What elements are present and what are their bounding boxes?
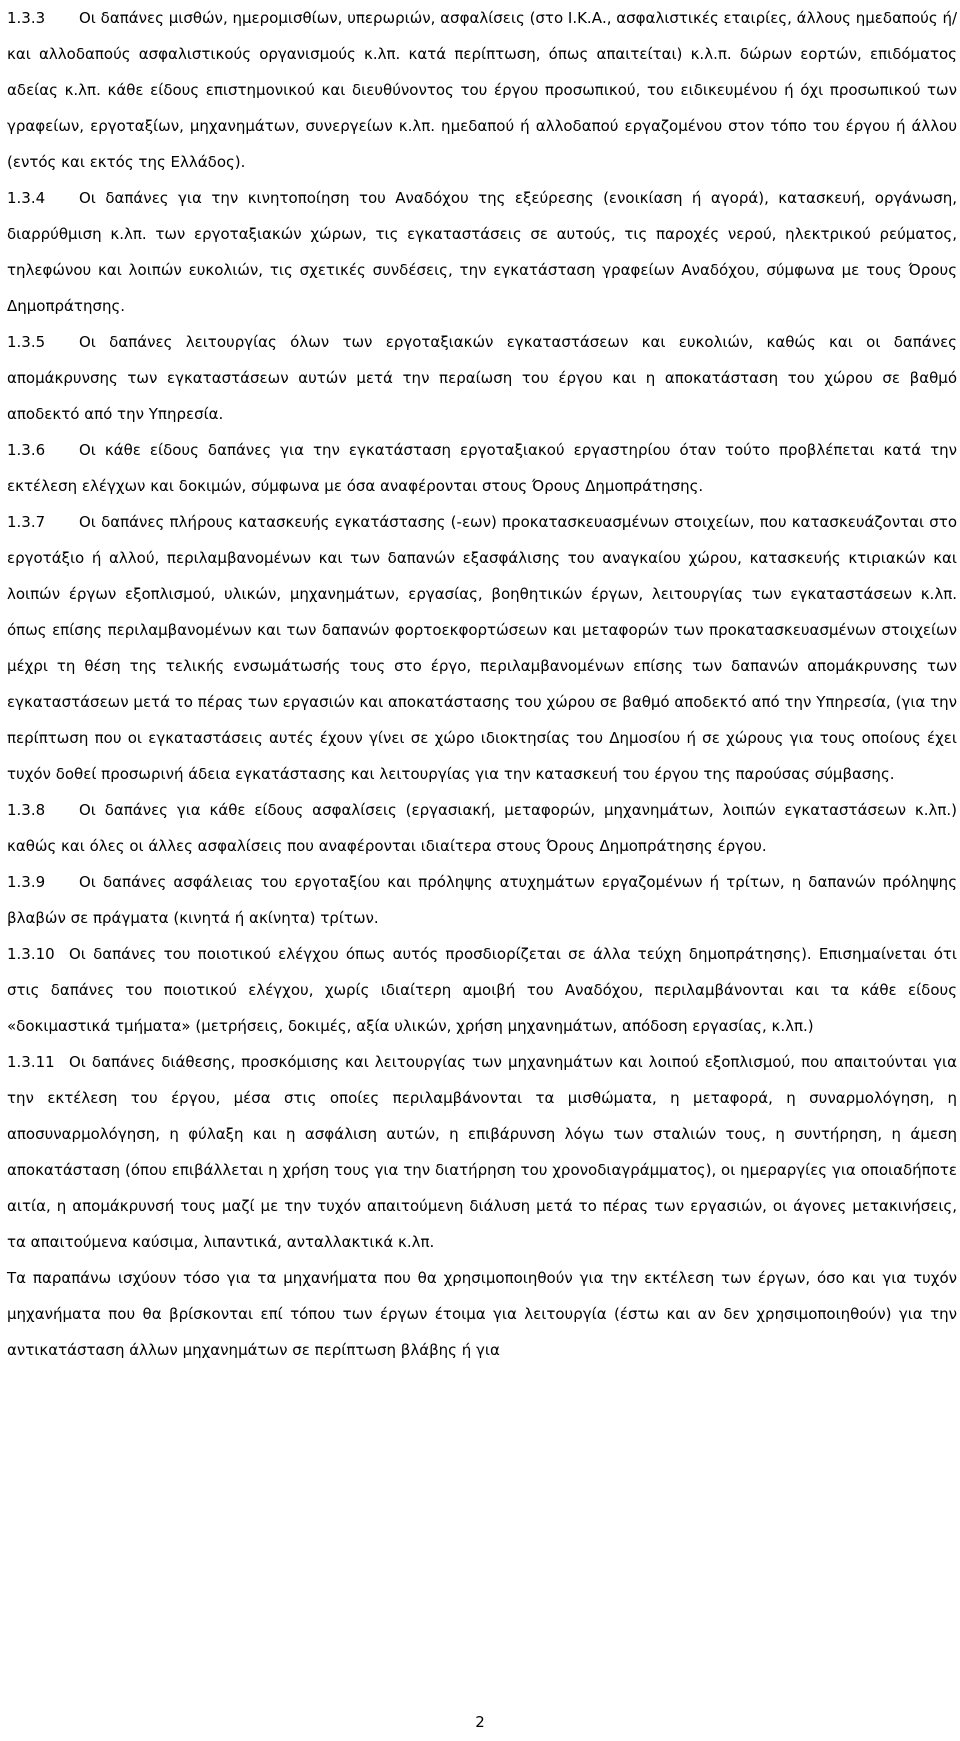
paragraph-text: Οι κάθε είδους δαπάνες για την εγκατάσταση εργοταξιακού εργαστηρίου όταν τούτο προβλέπεται κατά την εκτέλεση ελέγχων και δοκιμών, σύμφωνα με όσα αναφέρονται στους Όρους Δημοπράτησης.: [7, 441, 957, 495]
paragraph-text: Οι δαπάνες ασφάλειας του εργοταξίου και πρόληψης ατυχημάτων εργαζομένων ή τρίτων, η δαπανών πρόληψης βλαβών σε πράγματα (κινητά ή ακίνητα) τρίτων.: [7, 873, 957, 927]
paragraph-1-3-4: [7, 180, 957, 324]
paragraph-1-3-8: [7, 792, 957, 864]
section-number: 1.3.8: [7, 801, 46, 819]
section-number: 1.3.3: [7, 9, 46, 27]
paragraph-1-3-11: [7, 1044, 957, 1260]
paragraph-text: Οι δαπάνες μισθών, ημερομισθίων, υπερωριών, ασφαλίσεις (στο Ι.Κ.Α., ασφαλιστικές εταιρίες, άλλους ημεδαπούς ή/και αλλοδαπούς ασφαλιστικούς οργανισμούς κ.λπ. κατά περίπτωση, όπως απαιτείται) κ.λ.π. δώρων εορτών, επιδόματος αδείας κ.λπ. κάθε είδους επιστημονικού και διευθύνοντος του έργου προσωπικού, του ειδικευμένου ή όχι προσωπικού των γραφείων, εργοταξίων, μηχανημάτων, συνεργείων κ.λπ. ημεδαπού ή αλλοδαπού εργαζομένου στον τόπο του έργου ή άλλου (εντός και εκτός της Ελλάδος).: [7, 9, 957, 171]
section-number: 1.3.6: [7, 441, 46, 459]
document-body: [7, 0, 957, 1368]
section-number: 1.3.11: [7, 1053, 55, 1071]
paragraph-1-3-6: [7, 432, 957, 504]
paragraph-1-3-5: [7, 324, 957, 432]
paragraph-text: Οι δαπάνες του ποιοτικού ελέγχου όπως αυτός προσδιορίζεται σε άλλα τεύχη δημοπράτησης). Επισημαίνεται ότι στις δαπάνες του ποιοτικού ελέγχου, χωρίς ιδιαίτερη αμοιβή του Αναδόχου, περιλαμβάνονται και τα κάθε είδους «δοκιμαστικά τμήματα» (μετρήσεις, δοκιμές, αξία υλικών, χρήση μηχανημάτων, απόδοση εργασίας, κ.λπ.): [7, 945, 957, 1035]
paragraph-1-3-9: [7, 864, 957, 936]
paragraph-continuation: [7, 1260, 957, 1368]
section-number: 1.3.7: [7, 513, 46, 531]
section-number: 1.3.4: [7, 189, 46, 207]
paragraph-text: Τα παραπάνω ισχύουν τόσο για τα μηχανήματα που θα χρησιμοποιηθούν για την εκτέλεση των έργων, όσο και για τυχόν μηχανήματα που θα βρίσκονται επί τόπου των έργων έτοιμα για λειτουργία (έστω και αν δεν χρησιμοποιηθούν) για την αντικατάσταση άλλων μηχανημάτων σε περίπτωση βλάβης ή για: [7, 1269, 957, 1359]
paragraph-text: Οι δαπάνες για την κινητοποίηση του Αναδόχου της εξεύρεσης (ενοικίαση ή αγορά), κατασκευή, οργάνωση, διαρρύθμιση κ.λπ. των εργοταξιακών χώρων, τις εγκαταστάσεις σε αυτούς, τις παροχές νερού, ηλεκτρικού ρεύματος, τηλεφώνου και λοιπών ευκολιών, τις σχετικές συνδέσεις, την εγκατάσταση γραφείων Αναδόχου, σύμφωνα με τους Όρους Δημοπράτησης.: [7, 189, 957, 315]
section-number: 1.3.10: [7, 945, 55, 963]
paragraph-1-3-3: [7, 0, 957, 180]
paragraph-text: Οι δαπάνες για κάθε είδους ασφαλίσεις (εργασιακή, μεταφορών, μηχανημάτων, λοιπών εγκαταστάσεων κ.λπ.) καθώς και όλες οι άλλες ασφαλίσεις που αναφέρονται ιδιαίτερα στους Όρους Δημοπράτησης έργου.: [7, 801, 957, 855]
paragraph-text: Οι δαπάνες διάθεσης, προσκόμισης και λειτουργίας των μηχανημάτων και λοιπού εξοπλισμού, που απαιτούνται για την εκτέλεση του έργου, μέσα στις οποίες περιλαμβάνονται τα μισθώματα, η μεταφορά, η συναρμολόγηση, η αποσυναρμολόγηση, η φύλαξη και η ασφάλιση αυτών, η επιβάρυνση λόγω των σταλιών τους, η συντήρηση, η άμεση αποκατάσταση (όπου επιβάλλεται η χρήση τους για την διατήρηση του χρονοδιαγράμματος), οι ημεραργίες για οποιαδήποτε αιτία, η απομάκρυνσή τους μαζί με την τυχόν απαιτούμενη διάλυση μετά το πέρας των εργασιών, οι άγονες μετακινήσεις, τα απαιτούμενα καύσιμα, λιπαντικά, ανταλλακτικά κ.λπ.: [7, 1053, 957, 1251]
section-number: 1.3.9: [7, 873, 46, 891]
page-number: 2: [475, 1713, 485, 1731]
section-number: 1.3.5: [7, 333, 46, 351]
paragraph-1-3-10: [7, 936, 957, 1044]
paragraph-1-3-7: [7, 504, 957, 792]
paragraph-text: Οι δαπάνες λειτουργίας όλων των εργοταξιακών εγκαταστάσεων και ευκολιών, καθώς και οι δαπάνες απομάκρυνσης των εγκαταστάσεων αυτών μετά την περαίωση του έργου και η αποκατάσταση του χώρου σε βαθμό αποδεκτό από την Υπηρεσία.: [7, 333, 957, 423]
paragraph-text: Οι δαπάνες πλήρους κατασκευής εγκατάστασης (-εων) προκατασκευασμένων στοιχείων, που κατασκευάζονται στο εργοτάξιο ή αλλού, περιλαμβανομένων και των δαπανών εξασφάλισης του αναγκαίου χώρου, κατασκευής κτιριακών και λοιπών έργων εξοπλισμού, υλικών, μηχανημάτων, εργασίας, βοηθητικών έργων, λειτουργίας των εγκαταστάσεων κ.λπ. όπως επίσης περιλαμβανομένων και των δαπανών φορτοεκφορτώσεων και μεταφορών των προκατασκευασμένων στοιχείων μέχρι τη θέση της τελικής ενσωμάτωσής τους στο έργο, περιλαμβανομένων επίσης των δαπανών απομάκρυνσης των εγκαταστάσεων μετά το πέρας των εργασιών και αποκατάστασης του χώρου σε βαθμό αποδεκτό από την Υπηρεσία, (για την περίπτωση που οι εγκαταστάσεις αυτές έχουν γίνει σε χώρο ιδιοκτησίας του Δημοσίου ή σε χώρους για τους οποίους έχει τυχόν δοθεί προσωρινή άδεια εγκατάστασης και λειτουργίας για την κατασκευή του έργου της παρούσας σύμβασης.: [7, 513, 957, 783]
